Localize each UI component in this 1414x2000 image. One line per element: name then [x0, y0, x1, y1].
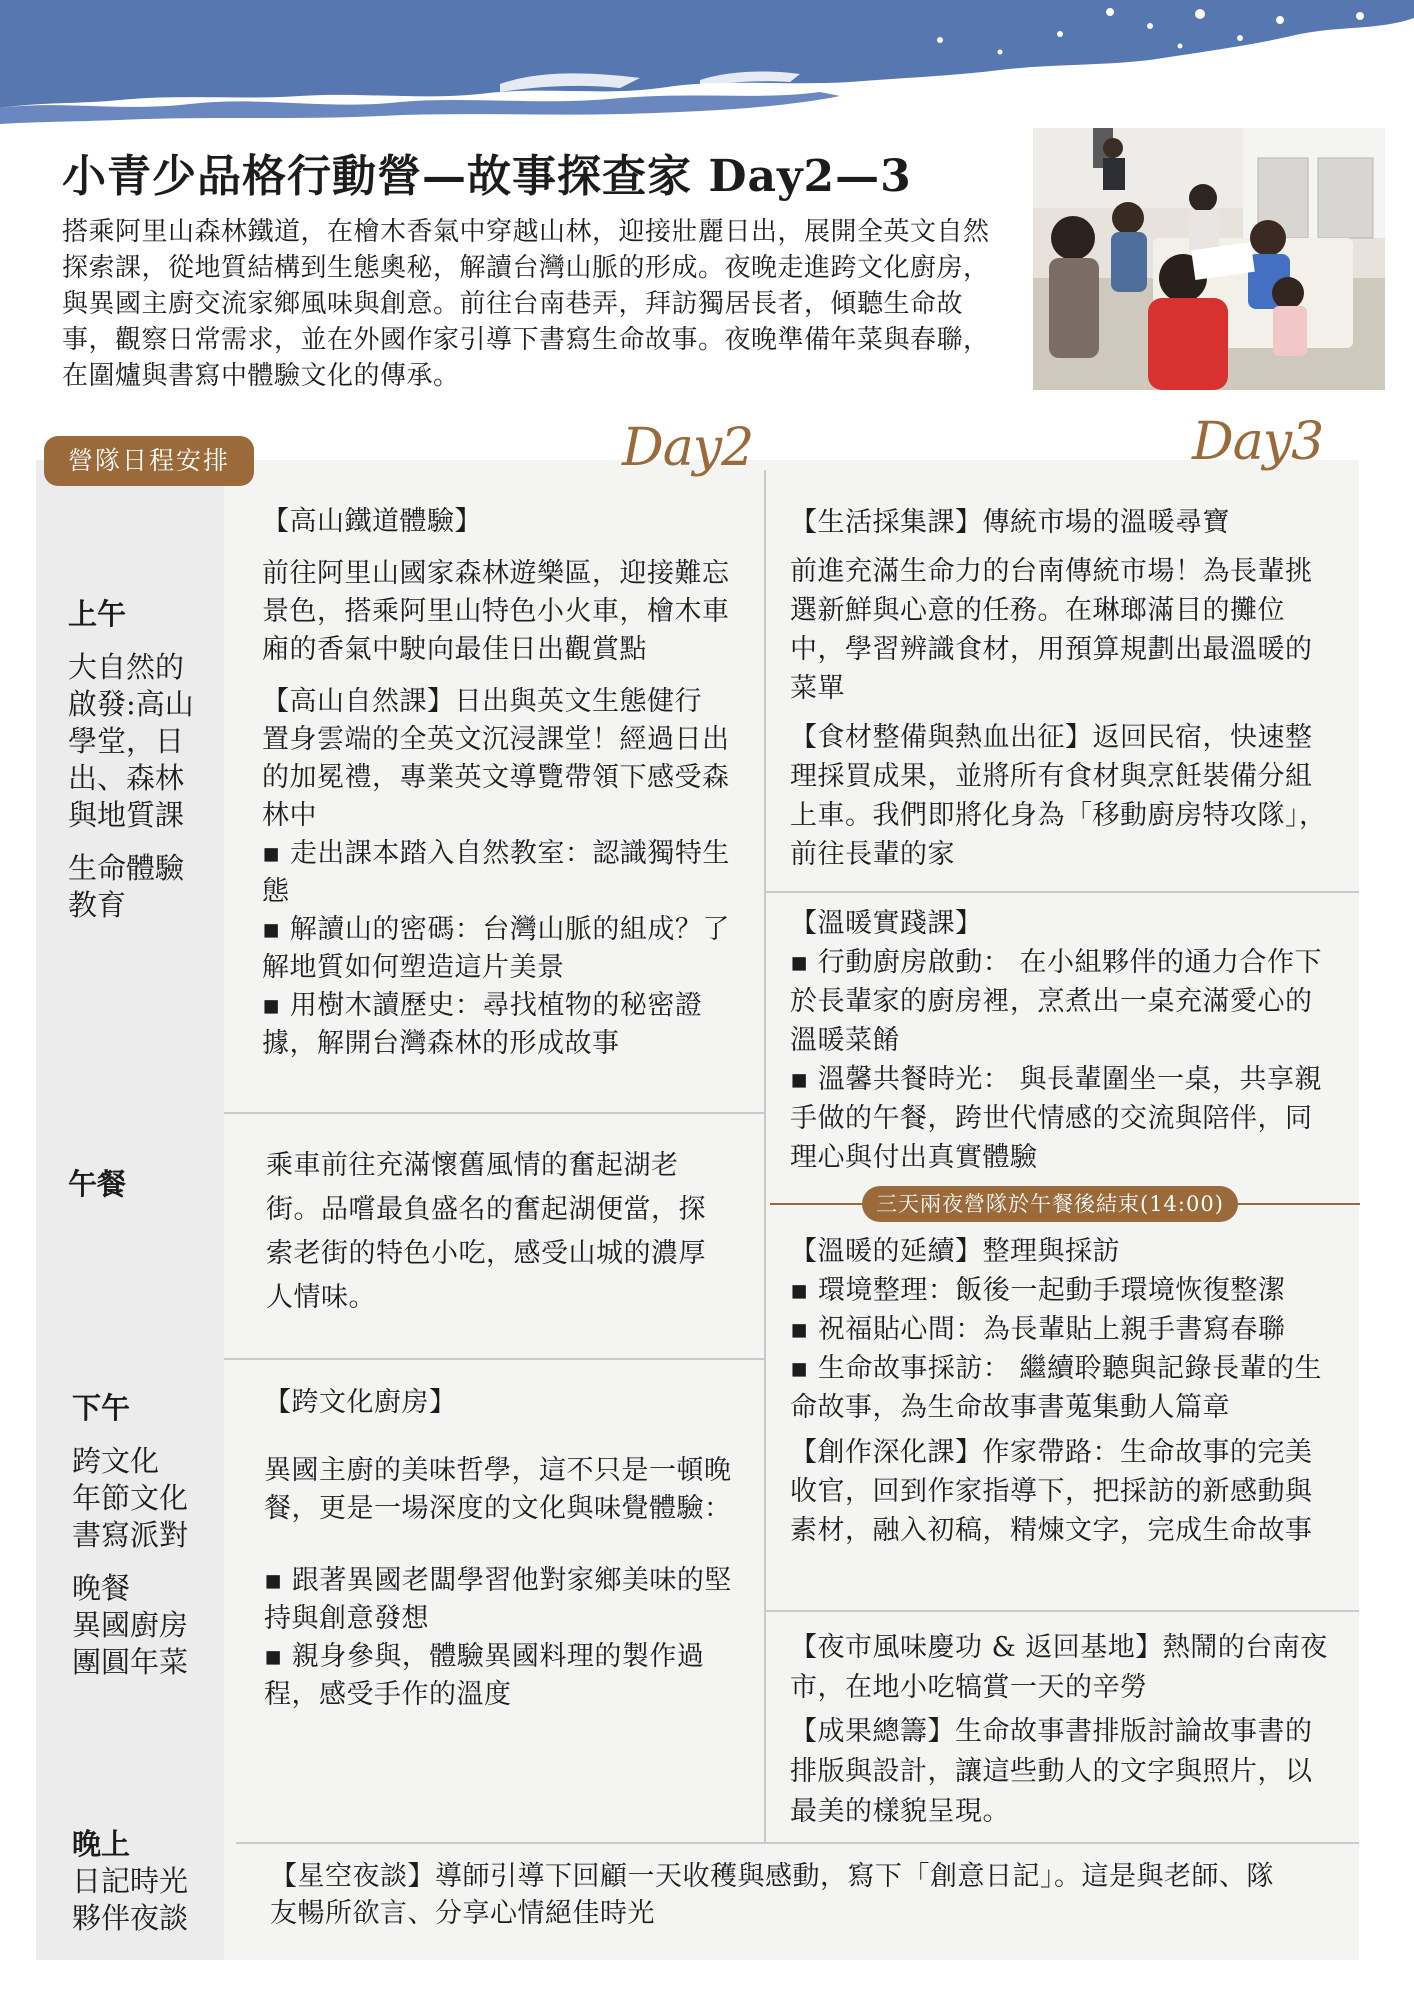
- bullet-item: ▪ 生命故事採訪： 繼續聆聽與記錄長輩的生命故事，為生命故事書蒐集動人篇章: [790, 1353, 1322, 1423]
- time-title: 下午: [72, 1391, 131, 1425]
- bullet-item: ▪ 祝福貼心間：為長輩貼上親手書寫春聯: [790, 1314, 1286, 1345]
- section-text: 置身雲端的全英文沉浸課堂！經過日出的加冕禮，專業英文導覽帶領下感受森林中: [262, 724, 730, 831]
- section-heading: 【生活採集課】傳統市場的溫暖尋寶: [790, 507, 1230, 538]
- section-text: 【夜市風味慶功 & 返回基地】熱鬧的台南夜市，在地小吃犒賞一天的辛勞: [790, 1632, 1328, 1703]
- classroom-illustration: [1033, 128, 1385, 390]
- time-sub: 跨文化: [72, 1444, 160, 1478]
- time-sub: 日記時光: [72, 1864, 189, 1898]
- bullet-item: ▪ 走出課本踏入自然教室：認識獨特生態: [262, 838, 730, 907]
- time-sub: 書寫派對: [72, 1518, 189, 1552]
- time-title: 上午: [68, 597, 127, 631]
- day2-lunch: [266, 1144, 726, 1320]
- day3-interview: [790, 1232, 1330, 1550]
- bullet-item: ▪ 環境整理：飯後一起動手環境恢復整潔: [790, 1275, 1286, 1306]
- intro-paragraph: 搭乘阿里山森林鐵道，在檜木香氣中穿越山林，迎接壯麗日出，展開全英文自然探索課，從地質結構到生態奧秘，解讀台灣山脈的形成。夜晚走進跨文化廚房，與異國主廚交流家鄉風味與創意。前往台南巷弄，拜訪獨居長者，傾聽生命故事，觀察日常需求，並在外國作家引導下書寫生命故事。夜晚準備年菜與春聯，在圍爐與書寫中體驗文化的傳承。: [62, 217, 990, 391]
- row-divider: [224, 1112, 764, 1114]
- time-sub: 夥伴夜談: [72, 1901, 189, 1935]
- section-text: 【星空夜談】導師引導下回顧一天收穫與感動，寫下「創意日記」。這是與老師、隊友暢所欲言、分享心情絕佳時光: [270, 1861, 1274, 1929]
- section-heading: 【溫暖的延續】整理與採訪: [790, 1236, 1120, 1267]
- time-title: 晚上: [72, 1827, 131, 1861]
- section-text: 乘車前往充滿懷舊風情的奮起湖老街。品嚐最負盛名的奮起湖便當，探索老街的特色小吃，感受山城的濃厚人情味。: [266, 1150, 706, 1313]
- time-sub: 團圓年菜: [72, 1645, 189, 1679]
- time-label-afternoon: [72, 1390, 188, 1681]
- bullet-item: ▪ 用樹木讀歷史：尋找植物的秘密證據，解開台灣森林的形成故事: [262, 990, 703, 1059]
- row-divider: [236, 1842, 1359, 1844]
- row-divider: [766, 1610, 1359, 1612]
- bullet-item: ▪ 解讀山的密碼：台灣山脈的組成？了解地質如何塑造這片美景: [262, 914, 730, 983]
- time-sub: 啟發:高山: [68, 687, 194, 721]
- wave-banner: [0, 0, 1414, 130]
- section-text: 前進充滿生命力的台南傳統市場！為長輩挑選新鮮與心意的任務。在琳瑯滿目的攤位中，學習辨識食材，用預算規劃出最溫暖的菜單: [790, 556, 1313, 704]
- time-sub: 晚餐: [72, 1571, 131, 1605]
- column-divider: [764, 470, 766, 1842]
- bullet-item: ▪ 行動廚房啟動： 在小組夥伴的通力合作下於長輩家的廚房裡，烹煮出一桌充滿愛心的溫暖菜餚: [790, 947, 1322, 1056]
- row-divider: [224, 1358, 764, 1360]
- row-divider: [766, 891, 1359, 893]
- section-text: 【食材整備與熱血出征】返回民宿，快速整理採買成果，並將所有食材與烹飪裝備分組上車。我們即將化身為「移動廚房特攻隊」，前往長輩的家: [790, 722, 1327, 870]
- day3-header: Day3: [1192, 412, 1324, 472]
- bullet-item: ▪ 親身參與，體驗異國料理的製作過程，感受手作的溫度: [264, 1641, 705, 1710]
- section-heading: 【跨文化廚房】: [264, 1387, 457, 1418]
- time-title: 午餐: [68, 1167, 127, 1201]
- time-sub: 生命體驗: [68, 851, 185, 885]
- section-text: 【創作深化課】作家帶路：生命故事的完美收官，回到作家指導下，把採訪的新感動與素材，融入初稿，精煉文字，完成生命故事: [790, 1437, 1313, 1546]
- time-sub: 異國廚房: [72, 1608, 189, 1642]
- time-sub: 出、森林: [68, 761, 185, 795]
- day2-morning: [262, 503, 742, 1063]
- section-text: 【成果總籌】生命故事書排版討論故事書的排版與設計，讓這些動人的文字與照片，以最美的樣貌呈現。: [790, 1716, 1313, 1827]
- evening-talk: [270, 1858, 1290, 1932]
- time-sub: 與地質課: [68, 798, 185, 832]
- time-sub: 大自然的: [68, 650, 185, 684]
- end-note: [770, 1186, 1360, 1222]
- section-heading: 【溫暖實踐課】: [790, 908, 983, 939]
- time-label-lunch: [68, 1166, 126, 1203]
- day2-afternoon: [264, 1384, 736, 1714]
- section-text: 異國主廚的美味哲學，這不只是一頓晚餐，更是一場深度的文化與味覺體驗：: [264, 1455, 732, 1524]
- classroom-photo: [1033, 128, 1385, 390]
- end-note-badge: 三天兩夜營隊於午餐後結束(14:00): [862, 1186, 1238, 1222]
- schedule-badge: 營隊日程安排: [44, 436, 254, 486]
- bullet-item: ▪ 溫馨共餐時光： 與長輩圍坐一桌，共享親手做的午餐，跨世代情感的交流與陪伴，同理心與付出真實體驗: [790, 1064, 1322, 1173]
- time-sub: 教育: [68, 888, 127, 922]
- page-title: 小青少品格行動營—故事探查家 Day2—3: [62, 151, 912, 202]
- time-sub: 學堂，日: [68, 724, 185, 758]
- time-sub: 年節文化: [72, 1481, 189, 1515]
- section-heading: 【高山鐵道體驗】: [262, 506, 482, 537]
- day2-header: Day2: [622, 418, 754, 478]
- day3-kitchen: [790, 904, 1330, 1177]
- section-text: 前往阿里山國家森林遊樂區，迎接難忘景色，搭乘阿里山特色小火車，檜木車廂的香氣中駛向最佳日出觀賞點: [262, 558, 730, 665]
- day3-night-market: [790, 1628, 1330, 1832]
- time-label-morning: [68, 596, 194, 924]
- time-label-evening: [72, 1826, 188, 1937]
- section-heading: 【高山自然課】日出與英文生態健行: [262, 686, 702, 717]
- bullet-item: ▪ 跟著異國老闆學習他對家鄉美味的堅持與創意發想: [264, 1565, 732, 1634]
- day3-market: [790, 503, 1330, 874]
